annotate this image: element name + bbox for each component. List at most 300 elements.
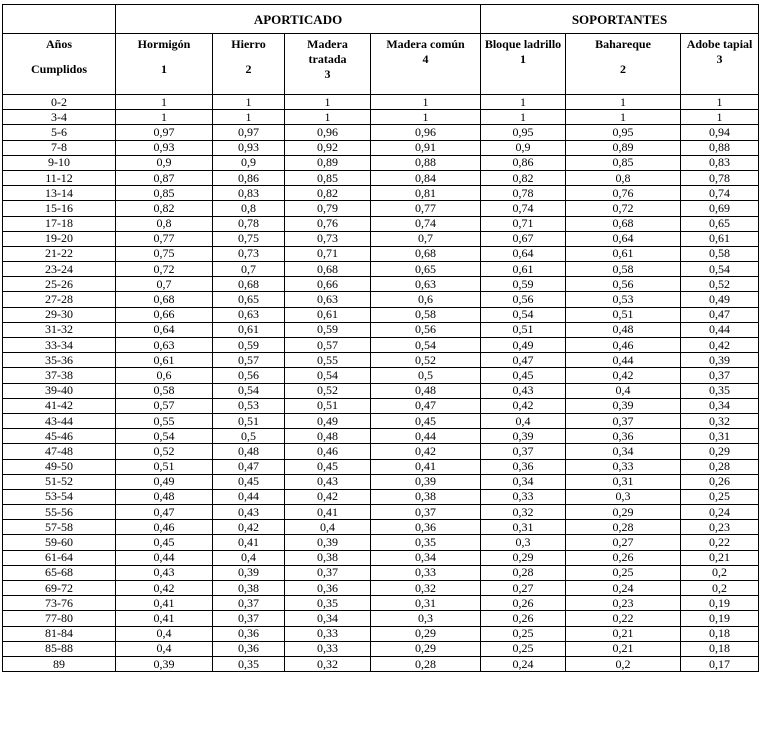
factor-cell: 0,93 bbox=[213, 140, 285, 155]
factor-cell: 0,34 bbox=[681, 398, 759, 413]
factor-cell: 0,43 bbox=[285, 474, 371, 489]
factor-cell: 0,27 bbox=[481, 581, 566, 596]
depreciation-factors-table bbox=[2, 4, 759, 672]
factor-cell: 0,37 bbox=[371, 505, 481, 520]
factor-cell: 0,52 bbox=[681, 277, 759, 292]
factor-cell: 0,59 bbox=[285, 322, 371, 337]
factor-cell: 0,91 bbox=[371, 140, 481, 155]
factor-cell: 0,61 bbox=[285, 307, 371, 322]
years-cell: 77-80 bbox=[3, 611, 116, 626]
factor-cell: 0,53 bbox=[566, 292, 681, 307]
factor-cell: 0,19 bbox=[681, 611, 759, 626]
factor-cell: 0,37 bbox=[681, 368, 759, 383]
years-cell: 17-18 bbox=[3, 216, 116, 231]
factor-cell: 0,51 bbox=[481, 322, 566, 337]
factor-cell: 0,77 bbox=[116, 231, 213, 246]
factor-cell: 0,9 bbox=[213, 155, 285, 170]
column-name: Hormigón bbox=[137, 37, 191, 51]
factor-cell: 0,68 bbox=[213, 277, 285, 292]
column-number: 2 bbox=[245, 62, 252, 76]
factor-cell: 0,48 bbox=[213, 444, 285, 459]
factor-cell: 0,36 bbox=[481, 459, 566, 474]
factor-cell: 0,78 bbox=[213, 216, 285, 231]
factor-cell: 0,82 bbox=[285, 186, 371, 201]
factor-cell: 0,26 bbox=[481, 596, 566, 611]
years-cell: 89 bbox=[3, 656, 116, 671]
column-number: 2 bbox=[620, 62, 627, 76]
column-header bbox=[681, 34, 759, 95]
factor-cell: 0,61 bbox=[566, 246, 681, 261]
factor-cell: 0,48 bbox=[566, 322, 681, 337]
factor-cell: 0,6 bbox=[371, 292, 481, 307]
factor-cell: 0,46 bbox=[566, 338, 681, 353]
factor-cell: 0,84 bbox=[371, 170, 481, 185]
table-row bbox=[3, 277, 759, 292]
factor-cell: 0,45 bbox=[213, 474, 285, 489]
factor-cell: 0,8 bbox=[116, 216, 213, 231]
factor-cell: 0,34 bbox=[285, 611, 371, 626]
group-header-row bbox=[3, 5, 759, 34]
factor-cell: 0,61 bbox=[213, 322, 285, 337]
factor-cell: 0,31 bbox=[681, 429, 759, 444]
factor-cell: 1 bbox=[481, 95, 566, 110]
column-header bbox=[213, 34, 285, 95]
table-row bbox=[3, 125, 759, 140]
factor-cell: 0,76 bbox=[566, 186, 681, 201]
factor-cell: 0,72 bbox=[566, 201, 681, 216]
factor-cell: 0,42 bbox=[116, 581, 213, 596]
factor-cell: 0,4 bbox=[116, 626, 213, 641]
table-row bbox=[3, 565, 759, 580]
factor-cell: 0,2 bbox=[681, 565, 759, 580]
factor-cell: 0,51 bbox=[566, 307, 681, 322]
factor-cell: 0,54 bbox=[285, 368, 371, 383]
factor-cell: 0,35 bbox=[285, 596, 371, 611]
factor-cell: 0,44 bbox=[213, 489, 285, 504]
column-number: 3 bbox=[324, 67, 331, 81]
factor-cell: 0,17 bbox=[681, 656, 759, 671]
factor-cell: 1 bbox=[285, 110, 371, 125]
factor-cell: 0,61 bbox=[481, 262, 566, 277]
factor-cell: 0,87 bbox=[116, 170, 213, 185]
factor-cell: 0,86 bbox=[213, 170, 285, 185]
table-body bbox=[3, 95, 759, 672]
factor-cell: 0,86 bbox=[481, 155, 566, 170]
factor-cell: 0,44 bbox=[566, 353, 681, 368]
factor-cell: 0,31 bbox=[566, 474, 681, 489]
factor-cell: 0,46 bbox=[285, 444, 371, 459]
factor-cell: 0,29 bbox=[371, 641, 481, 656]
years-cell: 0-2 bbox=[3, 95, 116, 110]
years-cell: 7-8 bbox=[3, 140, 116, 155]
table-row bbox=[3, 155, 759, 170]
table-row bbox=[3, 353, 759, 368]
table-row bbox=[3, 535, 759, 550]
factor-cell: 0,63 bbox=[213, 307, 285, 322]
years-cell: 25-26 bbox=[3, 277, 116, 292]
factor-cell: 0,34 bbox=[481, 474, 566, 489]
years-sublabel: Cumplidos bbox=[30, 62, 88, 76]
factor-cell: 0,42 bbox=[285, 489, 371, 504]
factor-cell: 0,49 bbox=[116, 474, 213, 489]
factor-cell: 0,32 bbox=[285, 656, 371, 671]
factor-cell: 0,56 bbox=[566, 277, 681, 292]
table-row bbox=[3, 322, 759, 337]
factor-cell: 0,48 bbox=[116, 489, 213, 504]
table-row bbox=[3, 95, 759, 110]
factor-cell: 0,49 bbox=[285, 413, 371, 428]
table-row bbox=[3, 398, 759, 413]
factor-cell: 0,34 bbox=[371, 550, 481, 565]
factor-cell: 0,28 bbox=[371, 656, 481, 671]
factor-cell: 0,54 bbox=[681, 262, 759, 277]
table-row bbox=[3, 201, 759, 216]
factor-cell: 0,52 bbox=[285, 383, 371, 398]
factor-cell: 0,48 bbox=[285, 429, 371, 444]
factor-cell: 0,29 bbox=[566, 505, 681, 520]
factor-cell: 0,9 bbox=[481, 140, 566, 155]
factor-cell: 0,26 bbox=[566, 550, 681, 565]
factor-cell: 0,52 bbox=[116, 444, 213, 459]
years-cell: 31-32 bbox=[3, 322, 116, 337]
years-cell: 51-52 bbox=[3, 474, 116, 489]
factor-cell: 0,82 bbox=[481, 170, 566, 185]
factor-cell: 0,77 bbox=[371, 201, 481, 216]
factor-cell: 0,51 bbox=[116, 459, 213, 474]
column-header bbox=[481, 34, 566, 95]
factor-cell: 0,89 bbox=[285, 155, 371, 170]
factor-cell: 0,33 bbox=[285, 626, 371, 641]
table-row bbox=[3, 474, 759, 489]
factor-cell: 1 bbox=[285, 95, 371, 110]
factor-cell: 0,56 bbox=[213, 368, 285, 383]
factor-cell: 0,25 bbox=[566, 565, 681, 580]
table-row bbox=[3, 338, 759, 353]
table-row bbox=[3, 596, 759, 611]
years-cell: 37-38 bbox=[3, 368, 116, 383]
table-row bbox=[3, 444, 759, 459]
factor-cell: 0,4 bbox=[566, 383, 681, 398]
group-aporticado: APORTICADO bbox=[116, 5, 481, 34]
factor-cell: 0,7 bbox=[213, 262, 285, 277]
table-row bbox=[3, 550, 759, 565]
factor-cell: 0,36 bbox=[371, 520, 481, 535]
factor-cell: 0,54 bbox=[371, 338, 481, 353]
factor-cell: 0,31 bbox=[371, 596, 481, 611]
factor-cell: 0,32 bbox=[681, 413, 759, 428]
factor-cell: 0,66 bbox=[116, 307, 213, 322]
table-row bbox=[3, 140, 759, 155]
years-cell: 65-68 bbox=[3, 565, 116, 580]
table-row bbox=[3, 216, 759, 231]
factor-cell: 0,41 bbox=[213, 535, 285, 550]
factor-cell: 0,35 bbox=[681, 383, 759, 398]
factor-cell: 0,47 bbox=[213, 459, 285, 474]
factor-cell: 0,83 bbox=[681, 155, 759, 170]
factor-cell: 0,29 bbox=[481, 550, 566, 565]
factor-cell: 0,9 bbox=[116, 155, 213, 170]
factor-cell: 0,26 bbox=[481, 611, 566, 626]
factor-cell: 0,41 bbox=[116, 611, 213, 626]
factor-cell: 0,37 bbox=[481, 444, 566, 459]
table-row bbox=[3, 459, 759, 474]
years-column-header bbox=[3, 34, 116, 95]
table-row bbox=[3, 656, 759, 671]
factor-cell: 0,85 bbox=[566, 155, 681, 170]
factor-cell: 0,43 bbox=[116, 565, 213, 580]
years-cell: 13-14 bbox=[3, 186, 116, 201]
factor-cell: 0,45 bbox=[285, 459, 371, 474]
table-row bbox=[3, 307, 759, 322]
years-label: Años bbox=[45, 37, 72, 51]
factor-cell: 0,27 bbox=[566, 535, 681, 550]
factor-cell: 0,46 bbox=[116, 520, 213, 535]
column-header bbox=[371, 34, 481, 95]
factor-cell: 0,47 bbox=[481, 353, 566, 368]
column-name: Bahareque bbox=[595, 37, 651, 51]
factor-cell: 0,69 bbox=[681, 201, 759, 216]
table-row bbox=[3, 611, 759, 626]
factor-cell: 0,81 bbox=[371, 186, 481, 201]
factor-cell: 0,22 bbox=[566, 611, 681, 626]
factor-cell: 0,2 bbox=[566, 656, 681, 671]
factor-cell: 0,88 bbox=[371, 155, 481, 170]
table-row bbox=[3, 489, 759, 504]
factor-cell: 0,57 bbox=[285, 338, 371, 353]
factor-cell: 0,65 bbox=[681, 216, 759, 231]
factor-cell: 0,64 bbox=[481, 246, 566, 261]
factor-cell: 0,39 bbox=[116, 656, 213, 671]
factor-cell: 0,41 bbox=[371, 459, 481, 474]
factor-cell: 0,31 bbox=[481, 520, 566, 535]
factor-cell: 0,33 bbox=[566, 459, 681, 474]
factor-cell: 0,39 bbox=[681, 353, 759, 368]
factor-cell: 1 bbox=[681, 110, 759, 125]
factor-cell: 0,41 bbox=[285, 505, 371, 520]
factor-cell: 0,75 bbox=[213, 231, 285, 246]
factor-cell: 0,68 bbox=[371, 246, 481, 261]
column-header-row bbox=[3, 34, 759, 95]
years-cell: 49-50 bbox=[3, 459, 116, 474]
table-row bbox=[3, 429, 759, 444]
factor-cell: 0,24 bbox=[681, 505, 759, 520]
factor-cell: 0,97 bbox=[116, 125, 213, 140]
factor-cell: 0,68 bbox=[566, 216, 681, 231]
factor-cell: 0,56 bbox=[371, 322, 481, 337]
factor-cell: 0,44 bbox=[681, 322, 759, 337]
factor-cell: 0,3 bbox=[371, 611, 481, 626]
factor-cell: 0,37 bbox=[213, 611, 285, 626]
years-cell: 27-28 bbox=[3, 292, 116, 307]
factor-cell: 0,25 bbox=[481, 626, 566, 641]
factor-cell: 0,92 bbox=[285, 140, 371, 155]
factor-cell: 0,59 bbox=[481, 277, 566, 292]
factor-cell: 0,38 bbox=[371, 489, 481, 504]
table-row bbox=[3, 246, 759, 261]
factor-cell: 0,58 bbox=[371, 307, 481, 322]
factor-cell: 0,95 bbox=[481, 125, 566, 140]
factor-cell: 1 bbox=[371, 110, 481, 125]
factor-cell: 0,79 bbox=[285, 201, 371, 216]
factor-cell: 0,23 bbox=[566, 596, 681, 611]
factor-cell: 0,42 bbox=[481, 398, 566, 413]
factor-cell: 0,47 bbox=[681, 307, 759, 322]
factor-cell: 1 bbox=[481, 110, 566, 125]
factor-cell: 0,4 bbox=[213, 550, 285, 565]
column-header bbox=[116, 34, 213, 95]
table-row bbox=[3, 262, 759, 277]
factor-cell: 0,71 bbox=[285, 246, 371, 261]
years-cell: 43-44 bbox=[3, 413, 116, 428]
years-cell: 69-72 bbox=[3, 581, 116, 596]
factor-cell: 0,57 bbox=[116, 398, 213, 413]
factor-cell: 0,3 bbox=[566, 489, 681, 504]
factor-cell: 0,43 bbox=[481, 383, 566, 398]
factor-cell: 0,54 bbox=[481, 307, 566, 322]
factor-cell: 0,29 bbox=[681, 444, 759, 459]
factor-cell: 0,37 bbox=[566, 413, 681, 428]
factor-cell: 0,61 bbox=[681, 231, 759, 246]
factor-cell: 0,64 bbox=[116, 322, 213, 337]
factor-cell: 0,19 bbox=[681, 596, 759, 611]
factor-cell: 0,23 bbox=[681, 520, 759, 535]
factor-cell: 0,96 bbox=[371, 125, 481, 140]
factor-cell: 0,6 bbox=[116, 368, 213, 383]
factor-cell: 0,18 bbox=[681, 626, 759, 641]
table-row bbox=[3, 383, 759, 398]
factor-cell: 0,32 bbox=[481, 505, 566, 520]
factor-cell: 0,33 bbox=[481, 489, 566, 504]
factor-cell: 0,43 bbox=[213, 505, 285, 520]
years-cell: 3-4 bbox=[3, 110, 116, 125]
factor-cell: 0,28 bbox=[481, 565, 566, 580]
years-cell: 59-60 bbox=[3, 535, 116, 550]
factor-cell: 0,45 bbox=[481, 368, 566, 383]
factor-cell: 0,58 bbox=[681, 246, 759, 261]
factor-cell: 0,67 bbox=[481, 231, 566, 246]
years-cell: 53-54 bbox=[3, 489, 116, 504]
factor-cell: 0,41 bbox=[116, 596, 213, 611]
column-name: Adobe tapial bbox=[686, 37, 753, 51]
factor-cell: 0,39 bbox=[566, 398, 681, 413]
factor-cell: 0,44 bbox=[371, 429, 481, 444]
years-cell: 41-42 bbox=[3, 398, 116, 413]
factor-cell: 0,49 bbox=[681, 292, 759, 307]
factor-cell: 0,38 bbox=[213, 581, 285, 596]
factor-cell: 0,51 bbox=[285, 398, 371, 413]
factor-cell: 0,78 bbox=[481, 186, 566, 201]
factor-cell: 0,64 bbox=[566, 231, 681, 246]
factor-cell: 0,26 bbox=[681, 474, 759, 489]
factor-cell: 0,58 bbox=[566, 262, 681, 277]
factor-cell: 0,47 bbox=[116, 505, 213, 520]
years-cell: 47-48 bbox=[3, 444, 116, 459]
factor-cell: 0,39 bbox=[481, 429, 566, 444]
factor-cell: 0,51 bbox=[213, 413, 285, 428]
factor-cell: 0,45 bbox=[116, 535, 213, 550]
factor-cell: 0,85 bbox=[285, 170, 371, 185]
years-cell: 73-76 bbox=[3, 596, 116, 611]
factor-cell: 0,39 bbox=[285, 535, 371, 550]
years-cell: 9-10 bbox=[3, 155, 116, 170]
factor-cell: 0,42 bbox=[371, 444, 481, 459]
factor-cell: 0,18 bbox=[681, 641, 759, 656]
factor-cell: 0,55 bbox=[285, 353, 371, 368]
factor-cell: 0,38 bbox=[285, 550, 371, 565]
factor-cell: 0,37 bbox=[213, 596, 285, 611]
factor-cell: 0,76 bbox=[285, 216, 371, 231]
years-cell: 23-24 bbox=[3, 262, 116, 277]
factor-cell: 0,97 bbox=[213, 125, 285, 140]
factor-cell: 0,42 bbox=[213, 520, 285, 535]
column-name: Madera común bbox=[386, 37, 465, 51]
factor-cell: 0,29 bbox=[371, 626, 481, 641]
factor-cell: 0,49 bbox=[481, 338, 566, 353]
factor-cell: 0,4 bbox=[116, 641, 213, 656]
column-number: 1 bbox=[161, 62, 167, 76]
factor-cell: 0,37 bbox=[285, 565, 371, 580]
factor-cell: 0,89 bbox=[566, 140, 681, 155]
years-cell: 57-58 bbox=[3, 520, 116, 535]
factor-cell: 0,85 bbox=[116, 186, 213, 201]
factor-cell: 0,42 bbox=[681, 338, 759, 353]
factor-cell: 0,7 bbox=[116, 277, 213, 292]
factor-cell: 0,82 bbox=[116, 201, 213, 216]
factor-cell: 0,48 bbox=[371, 383, 481, 398]
years-cell: 45-46 bbox=[3, 429, 116, 444]
factor-cell: 0,61 bbox=[116, 353, 213, 368]
factor-cell: 0,34 bbox=[566, 444, 681, 459]
factor-cell: 0,83 bbox=[213, 186, 285, 201]
factor-cell: 0,42 bbox=[566, 368, 681, 383]
factor-cell: 0,54 bbox=[213, 383, 285, 398]
factor-cell: 1 bbox=[371, 95, 481, 110]
factor-cell: 0,56 bbox=[481, 292, 566, 307]
factor-cell: 0,72 bbox=[116, 262, 213, 277]
factor-cell: 0,74 bbox=[481, 201, 566, 216]
factor-cell: 0,68 bbox=[285, 262, 371, 277]
column-number: 1 bbox=[520, 52, 527, 66]
factor-cell: 0,74 bbox=[681, 186, 759, 201]
column-header bbox=[566, 34, 681, 95]
column-name: Madera tratada bbox=[307, 37, 348, 66]
factor-cell: 0,96 bbox=[285, 125, 371, 140]
factor-cell: 0,58 bbox=[116, 383, 213, 398]
factor-cell: 0,25 bbox=[681, 489, 759, 504]
years-cell: 11-12 bbox=[3, 170, 116, 185]
years-cell: 21-22 bbox=[3, 246, 116, 261]
factor-cell: 0,4 bbox=[285, 520, 371, 535]
factor-cell: 0,22 bbox=[681, 535, 759, 550]
factor-cell: 0,73 bbox=[213, 246, 285, 261]
factor-cell: 0,36 bbox=[566, 429, 681, 444]
factor-cell: 0,36 bbox=[213, 641, 285, 656]
table-row bbox=[3, 186, 759, 201]
factor-cell: 0,24 bbox=[481, 656, 566, 671]
factor-cell: 1 bbox=[566, 95, 681, 110]
factor-cell: 0,39 bbox=[213, 565, 285, 580]
factor-cell: 0,5 bbox=[213, 429, 285, 444]
factor-cell: 0,63 bbox=[371, 277, 481, 292]
table-row bbox=[3, 231, 759, 246]
factor-cell: 0,65 bbox=[371, 262, 481, 277]
factor-cell: 0,32 bbox=[371, 581, 481, 596]
factor-cell: 0,8 bbox=[213, 201, 285, 216]
factor-cell: 0,53 bbox=[213, 398, 285, 413]
years-cell: 35-36 bbox=[3, 353, 116, 368]
years-cell: 39-40 bbox=[3, 383, 116, 398]
factor-cell: 1 bbox=[116, 110, 213, 125]
